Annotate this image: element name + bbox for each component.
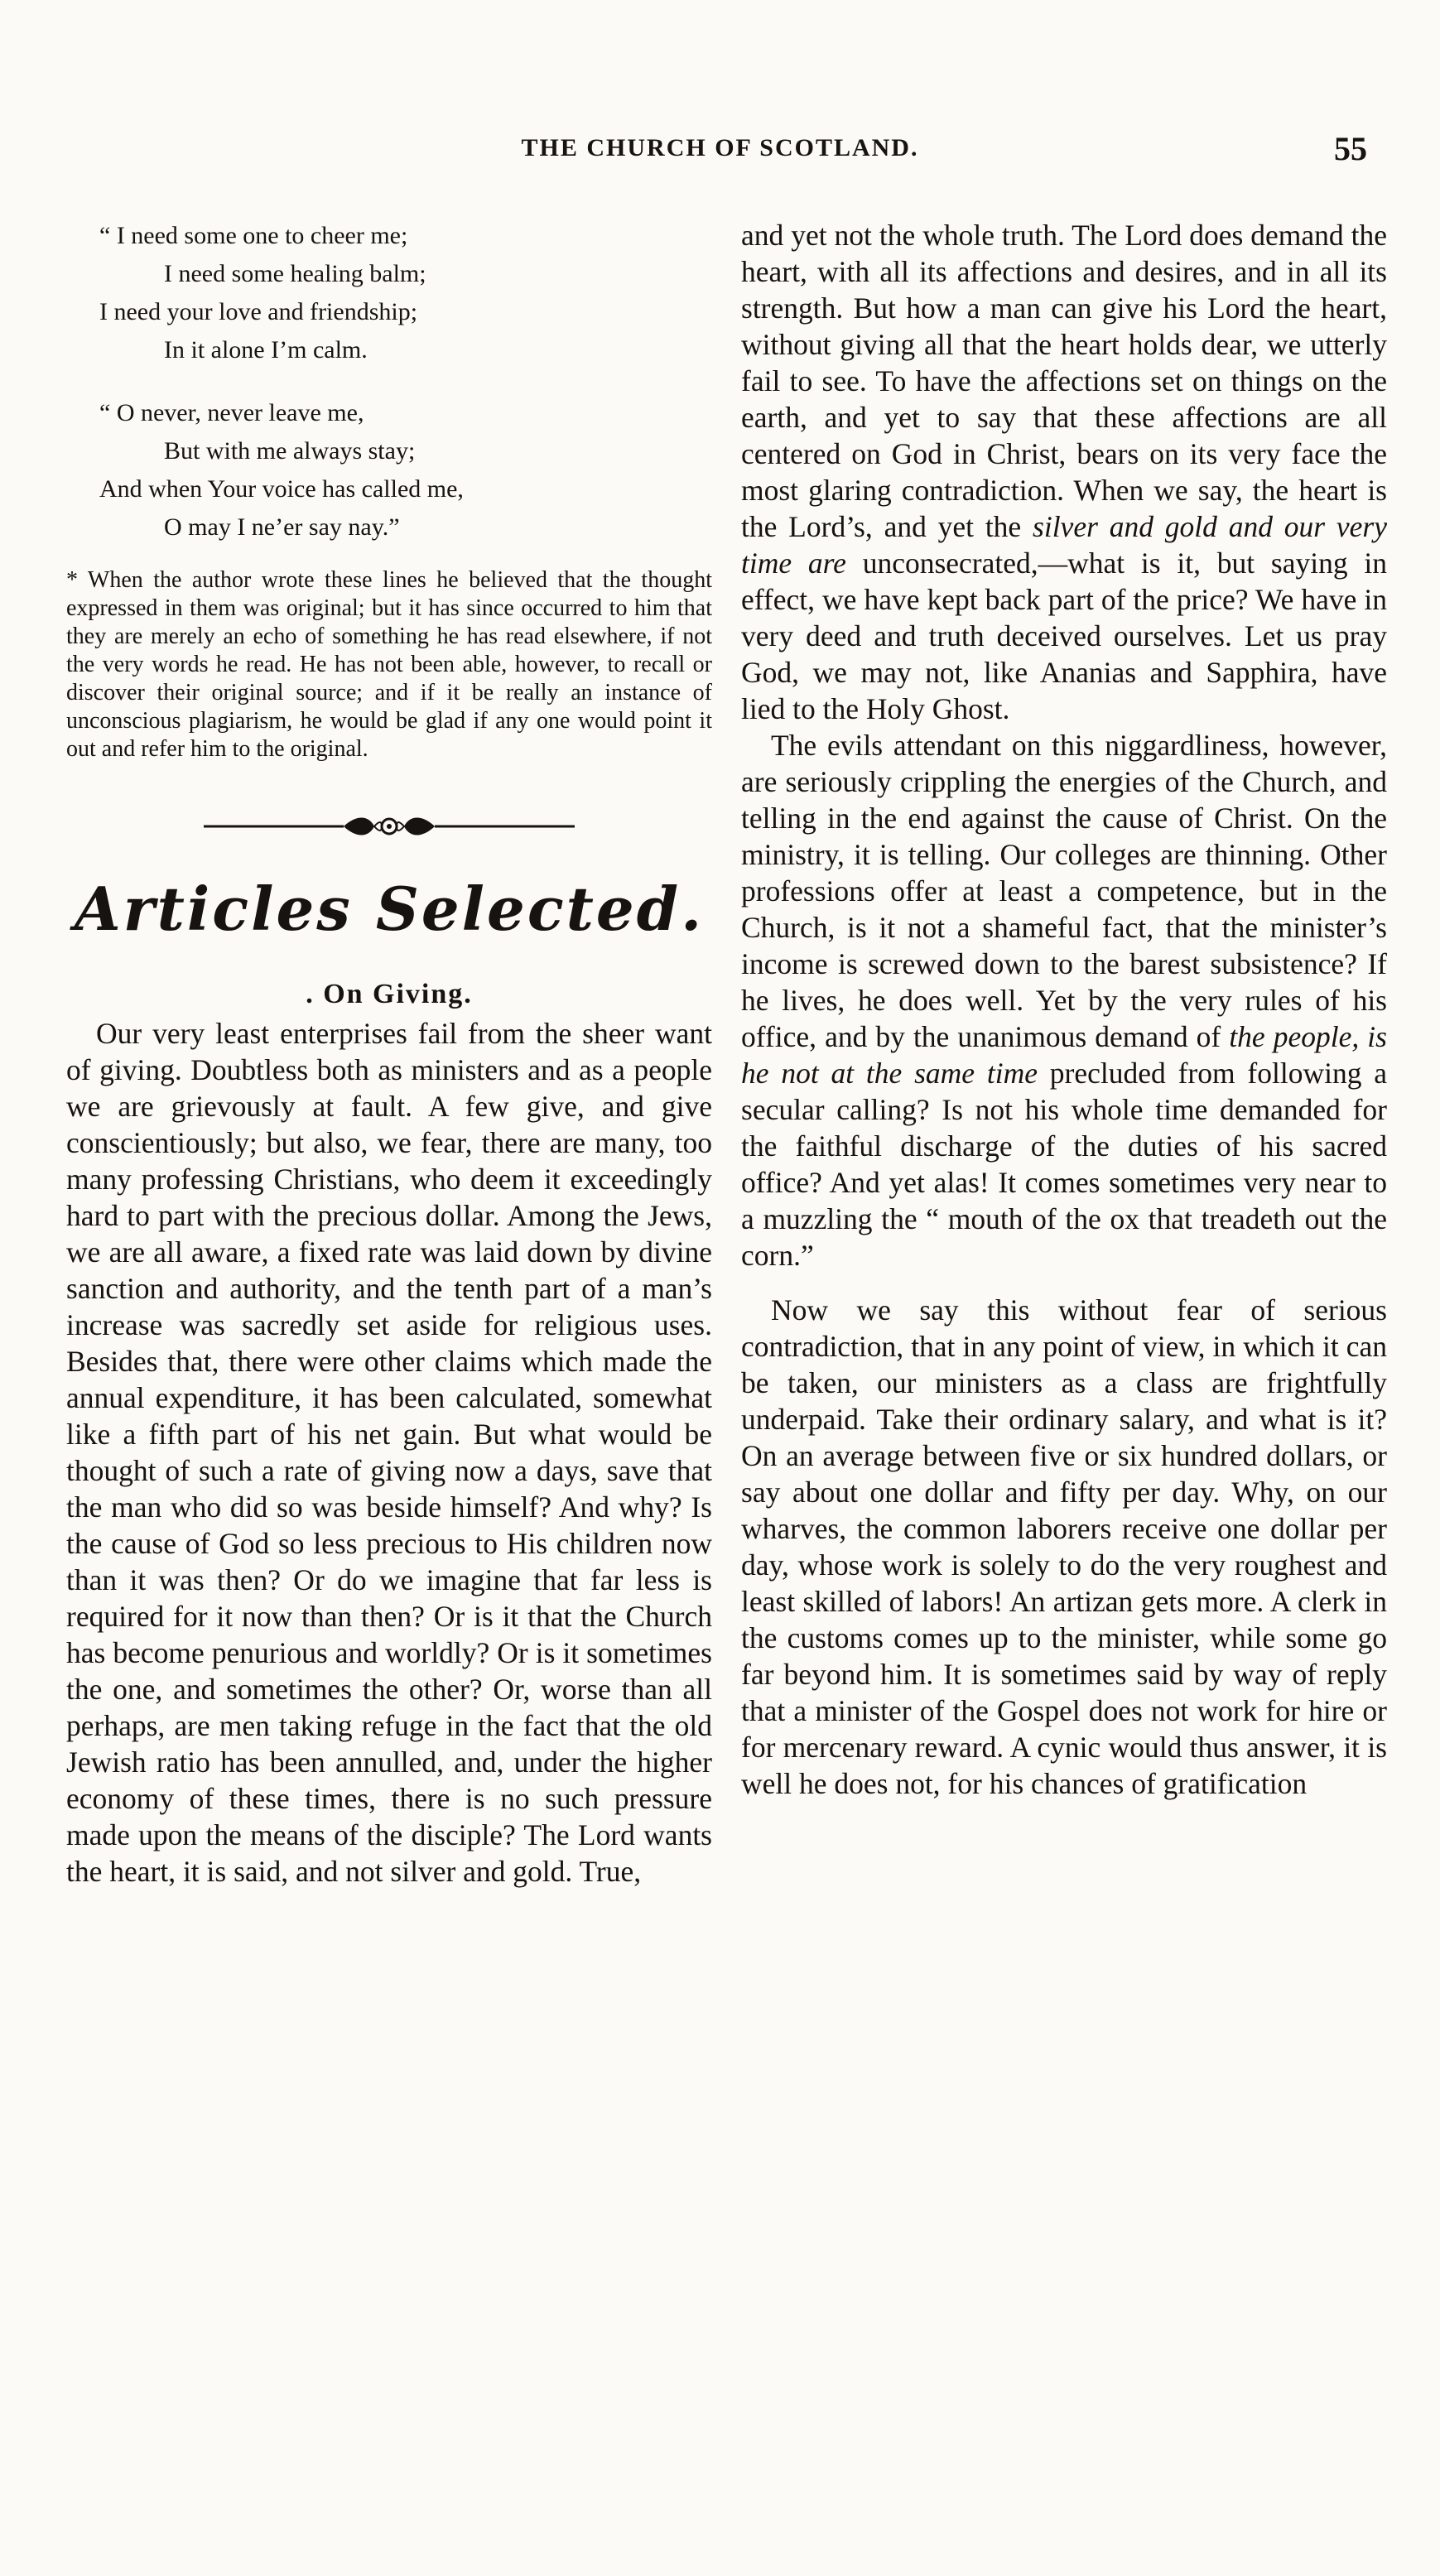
paragraph <box>741 727 1387 1274</box>
section-title: Articles Selected. <box>74 874 705 944</box>
paragraph-text: unconsecrated,—what is it, but saying in effect, we have kept back part of the price? We have in very deed and truth deceived ourselves. Let us pray God, we may not, like Ananias and Sapphira, have lied to the Holy Ghost. <box>741 546 1388 725</box>
running-title: THE CHURCH OF SCOTLAND. <box>521 134 919 161</box>
flourish-icon <box>199 813 580 840</box>
poem-line: “ O never, never leave me, <box>99 399 364 426</box>
poem-line: I need your love and friendship; <box>99 298 418 325</box>
running-head <box>66 130 1374 184</box>
ornament-divider <box>66 813 712 846</box>
italic-text: the people, is he not at the same time <box>741 1020 1387 1090</box>
poem-line: “ I need some one to cheer me; <box>99 222 408 249</box>
poem <box>66 217 712 546</box>
paragraph <box>741 217 1387 727</box>
right-body <box>741 217 1387 1802</box>
poem-line: But with me always stay; <box>164 437 416 465</box>
italic-text: silver and gold and our very time are <box>741 510 1387 580</box>
paragraph-text: precluded from following a secular calling? Is not his whole time demanded for the faithful discharge of the duties of his sacred office? And yet alas! It comes sometimes very near to a muzzling the “ mouth of the ox that treadeth out the corn.” <box>741 1057 1388 1272</box>
left-body <box>66 1015 712 1890</box>
right-column <box>741 217 1387 1802</box>
poem-line: In it alone I’m calm. <box>164 336 368 364</box>
paragraph-gap <box>741 1274 1387 1292</box>
poem-stanza-1 <box>66 217 712 369</box>
poem-stanza-2 <box>66 394 712 546</box>
paragraph-text: The evils attendant on this niggardliness, however, are seriously crippling the energies of the Church, and telling in the end against the cause of Christ. On the ministry, it is telling. Our colleges are thinning. Other professions offer at least a competence, but in the Church, is it not a shameful fact, that the minister’s income is screwed down to the barest subsistence? If he lives, he does well. Yet by the very rules of his office, and by the unanimous demand of <box>741 729 1387 1053</box>
paragraph: Now we say this without fear of serious contradiction, that in any point of view, in which it can be taken, our ministers as a class are frightfully underpaid. Take their ordinary salary, and what is it? On an average between five or six hundred dollars, or say about one dollar and fifty per day. Why, on our wharves, the common laborers receive one dollar per day, whose work is solely to do the very roughest and least skilled of labors! An artizan gets more. A clerk in the customs comes up to the minister, while some go far beyond him. It is sometimes said by way of reply that a minister of the Gospel does not work for hire or for mercenary reward. A cynic would thus answer, it is well he does not, for his chances of gratification <box>741 1293 1387 1800</box>
article-title: . On Giving. <box>306 979 473 1009</box>
poem-line: I need some healing balm; <box>164 260 426 287</box>
paragraph-text: and yet not the whole truth. The Lord does demand the heart, with all its affections and desires, and in all its strength. But how a man can give his Lord the heart, without giving all that the heart holds dear, we utterly fail to see. To have the affections set on things on the earth, and yet to say that these affections are all centered on God in Christ, bears on its very face the most glaring contradiction. When we say, the heart is the Lord’s, and yet the <box>741 219 1387 543</box>
left-column <box>66 217 712 1890</box>
poem-line: And when Your voice has called me, <box>99 475 464 503</box>
paragraph: Our very least enterprises fail from the sheer want of giving. Doubtless both as ministers and as a people we are grievously at fault. A few give, and give conscientiously; but also, we fear, there are many, too many professing Christians, who deem it exceedingly hard to part with the precious dollar. Among the Jews, we are all aware, a fixed rate was laid down by divine sanction and authority, and the tenth part of a man’s increase was sacredly set aside for religious uses. Besides that, there were other claims which made the annual expenditure, it has been calculated, somewhat like a fifth part of his net gain. But what would be thought of such a rate of giving now a days, save that the man who did so was beside himself? And why? Is the cause of God so less precious to His children now than it was then? Or do we imagine that far less is required for it now than then? Or is it that the Church has become penurious and worldly? Or is it sometimes the one, and sometimes the other? Or, worse than all perhaps, are men taking refuge in the fact that the old Jewish ratio has been annulled, and, under the higher economy of these times, there is no such pressure made upon the means of the disciple? The Lord wants the heart, it is said, and not silver and gold. True, <box>66 1017 712 1888</box>
page-number: 55 <box>1334 130 1367 167</box>
footnote: * When the author wrote these lines he believed that the thought expressed in them was original; but it has since occurred to him that they are merely an echo of something he has read elsewhere, if not the very words he read. He has not been able, however, to recall or discover their original source; and if it be really an instance of unconscious plagiarism, he would be glad if any one would point it out and refer him to the original. <box>66 567 712 762</box>
poem-line: O may I ne’er say nay.” <box>164 513 400 541</box>
